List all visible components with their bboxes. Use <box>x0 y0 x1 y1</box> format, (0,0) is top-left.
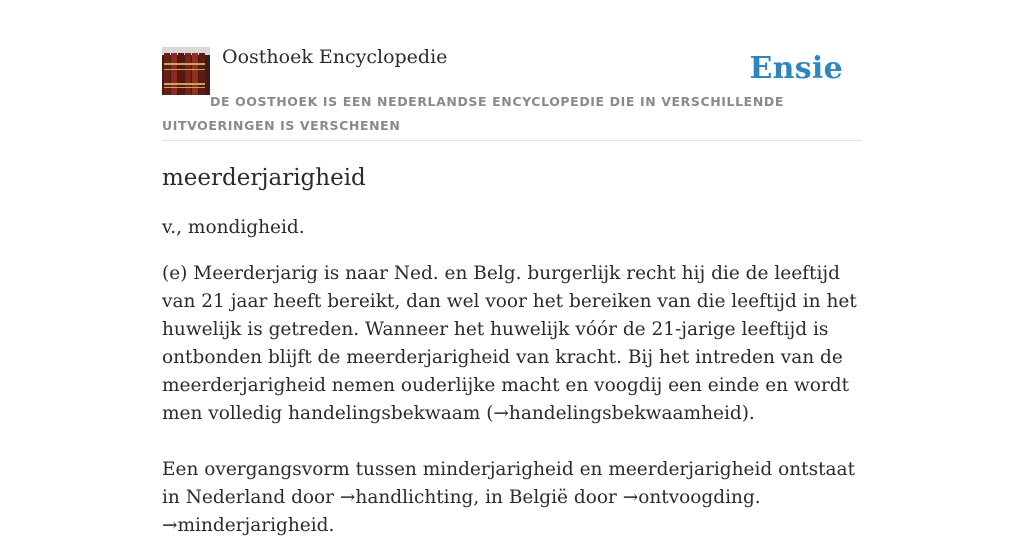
ensie-logo-link[interactable]: Ensie <box>749 51 843 86</box>
book-spines-avatar-icon <box>162 47 210 95</box>
source-title-link[interactable]: Oosthoek Encyclopedie <box>222 46 448 68</box>
paragraph-text: . <box>328 515 335 536</box>
definition-paragraph-1 <box>162 260 862 428</box>
paragraph-text: Een overgangsvorm tussen minderjarigheid en meerderjarigheid ontstaat in Nederland door <box>162 459 856 508</box>
paragraph-text: . <box>754 487 761 508</box>
paragraph-text: , in België door <box>473 487 623 508</box>
source-header <box>162 0 862 141</box>
article <box>162 160 862 540</box>
xref-ontvoogding-link[interactable]: →ontvoogding <box>622 487 755 508</box>
paragraph-text: (e) Meerderjarig is naar Ned. en Belg. burgerlijk recht hij die de leeftijd van 21 jaar heeft bereikt, dan wel voor het bereiken van die leeftijd in het huwelijk is getreden. Wanneer het huwelijk vóór de 21-jarige leeftijd is ontbonden blijft de meerderjarigheid van kracht. Bij het intreden van de meerderjarigheid nemen ouderlijke macht en voogdij een einde en wordt men volledig handelingsbekwaam ( <box>162 263 857 424</box>
xref-handelingsbekwaamheid-link[interactable]: →handelingsbekwaamheid <box>493 403 742 424</box>
xref-minderjarigheid-link[interactable]: →minderjarigheid <box>162 515 329 536</box>
lemma-title: meerderjarigheid <box>162 165 366 191</box>
source-description: DE OOSTHOEK IS EEN NEDERLANDSE ENCYCLOPEDIE DIE IN VERSCHILLENDE UITVOERINGEN IS VERSCHENEN <box>162 94 784 133</box>
paragraph-text: ). <box>741 403 755 424</box>
definition-paragraph-2 <box>162 456 862 540</box>
xref-handlichting-link[interactable]: →handlichting <box>339 487 474 508</box>
source-avatar[interactable] <box>162 47 210 95</box>
short-definition: v., mondigheid. <box>162 217 305 238</box>
